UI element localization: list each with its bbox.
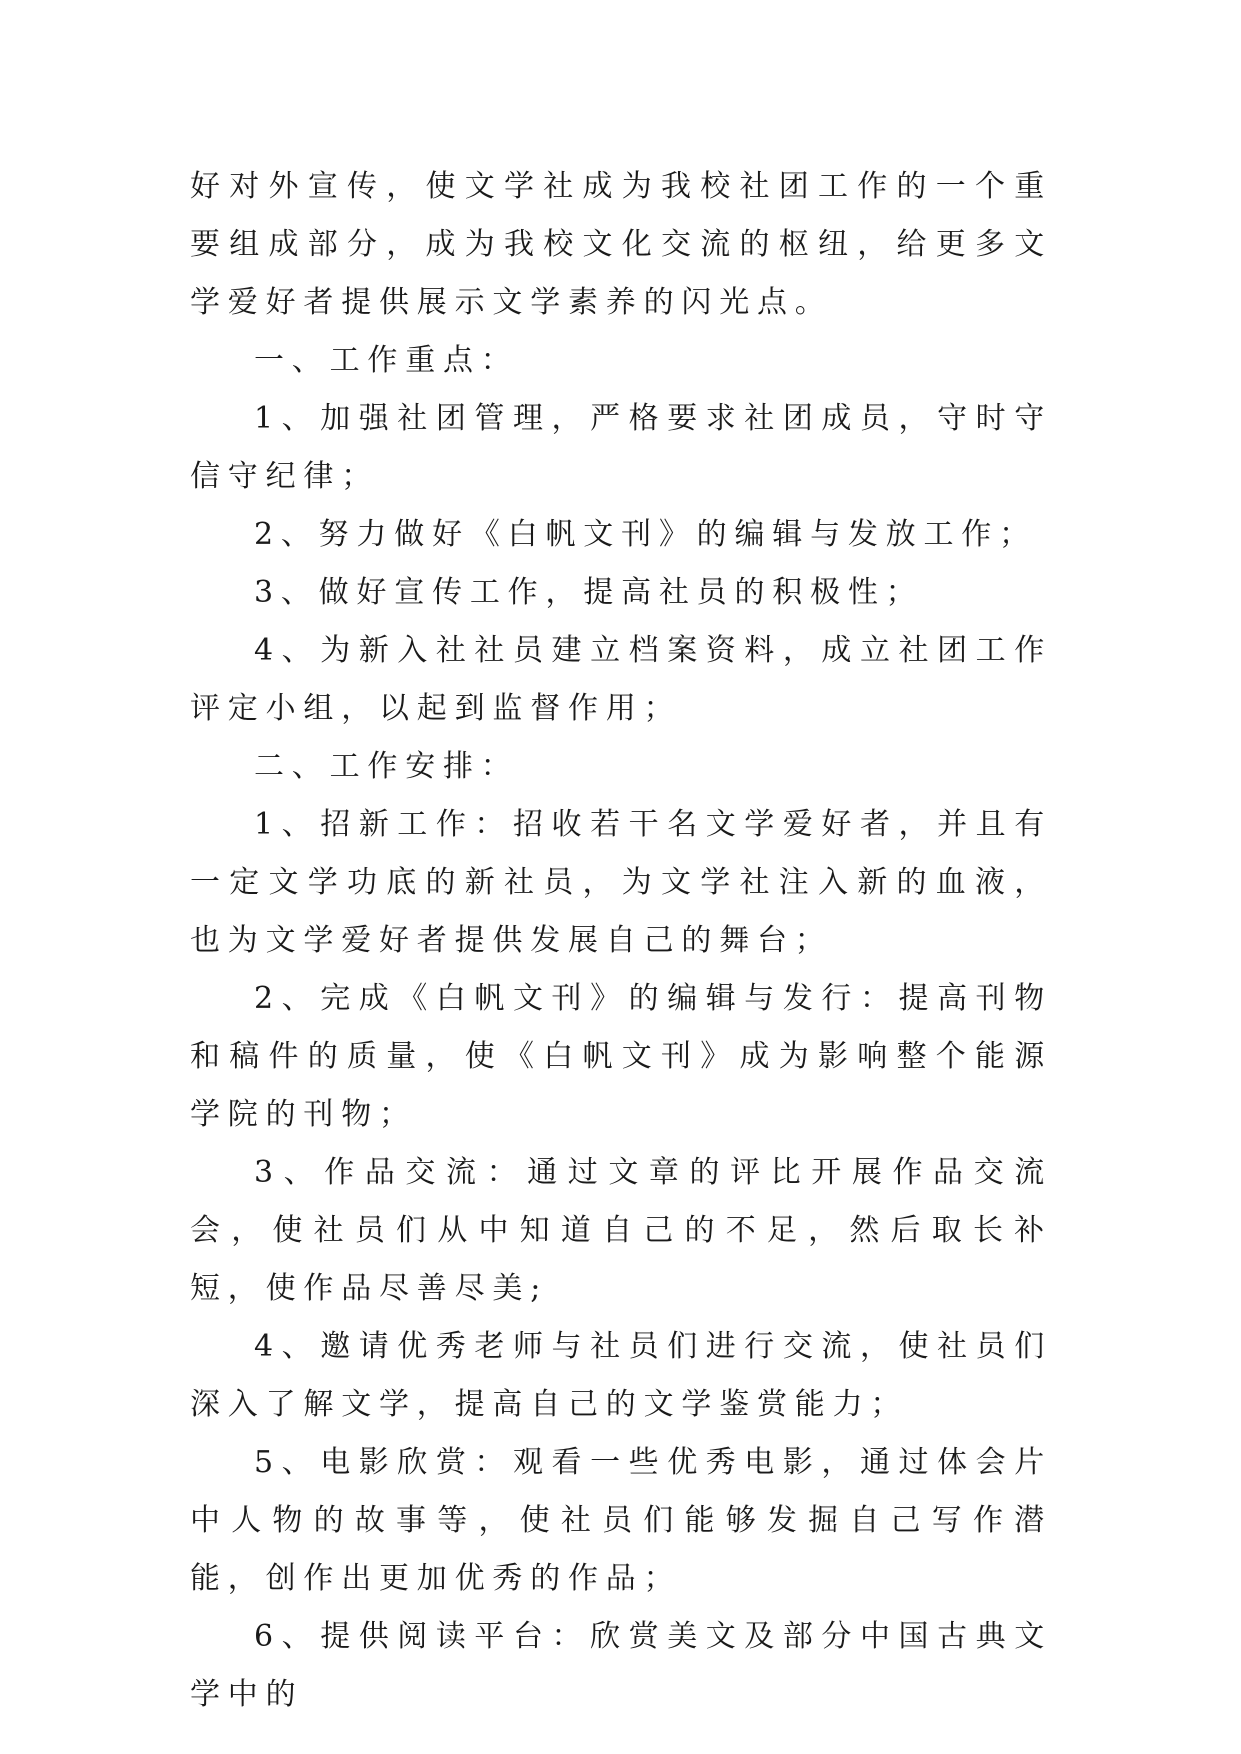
arrangement-item-5: 5、电影欣赏：观看一些优秀电影，通过体会片中人物的故事等，使社员们能够发掘自己写作潜能，创作出更加优秀的作品； <box>190 1445 1052 1596</box>
arrangement-item-2: 2、完成《白帆文刊》的编辑与发行：提高刊物和稿件的质量，使《白帆文刊》成为影响整个能源学院的刊物； <box>190 981 1052 1132</box>
focus-item-2: 2、努力做好《白帆文刊》的编辑与发放工作； <box>254 517 1037 552</box>
arrangement-item-1: 1、招新工作：招收若干名文学爱好者，并且有一定文学功底的新社员，为文学社注入新的血液，也为文学爱好者提供发展自己的舞台； <box>190 807 1052 958</box>
heading-work-arrangement: 二、工作安排： <box>254 749 519 784</box>
focus-item-1: 1、加强社团管理，严格要求社团成员，守时守信守纪律； <box>190 401 1052 494</box>
arrangement-item-4: 4、邀请优秀老师与社员们进行交流，使社员们深入了解文学，提高自己的文学鉴赏能力； <box>190 1329 1052 1422</box>
focus-item-4: 4、为新入社社员建立档案资料，成立社团工作评定小组，以起到监督作用； <box>190 633 1052 726</box>
focus-item-3: 3、做好宣传工作，提高社员的积极性； <box>254 575 924 610</box>
paragraph-intro-continuation: 好对外宣传，使文学社成为我校社团工作的一个重要组成部分，成为我校文化交流的枢纽，给更多文学爱好者提供展示文学素养的闪光点。 <box>190 169 1052 320</box>
arrangement-item-3: 3、作品交流：通过文章的评比开展作品交流会，使社员们从中知道自己的不足，然后取长补短，使作品尽善尽美; <box>190 1155 1052 1306</box>
document-page <box>190 158 1052 1724</box>
arrangement-item-6: 6、提供阅读平台：欣赏美文及部分中国古典文学中的 <box>190 1619 1052 1712</box>
heading-work-focus: 一、工作重点： <box>254 343 519 378</box>
